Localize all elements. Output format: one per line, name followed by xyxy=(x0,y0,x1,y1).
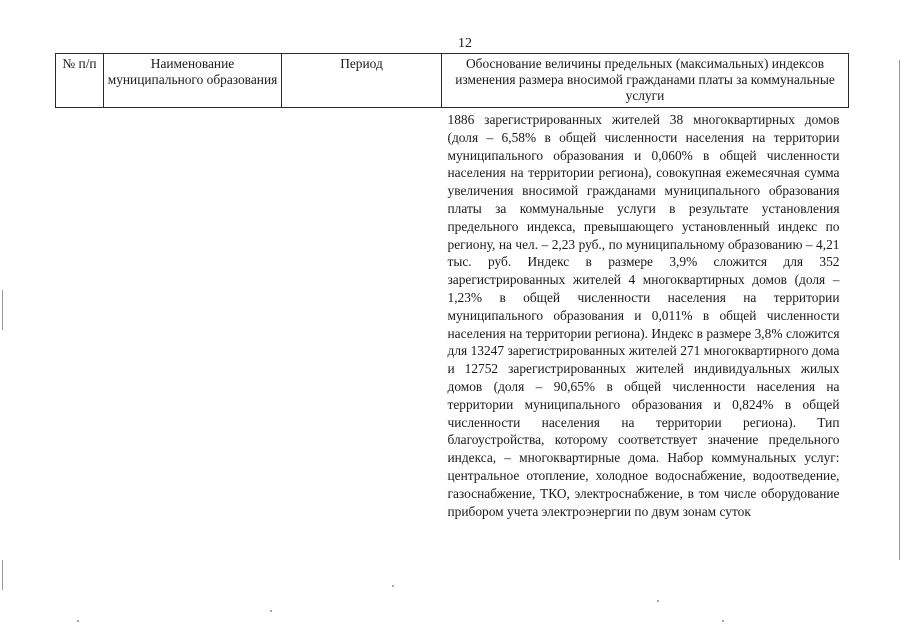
header-justification: Обоснование величины предельных (максимальных) индексов изменения размера вносимой гражданами платы за коммунальные услуги xyxy=(442,54,849,108)
cell-period xyxy=(282,108,442,521)
header-row-number: № п/п xyxy=(56,54,104,108)
scan-edge-mark xyxy=(899,60,900,560)
index-justification-table xyxy=(55,53,849,520)
scan-speck xyxy=(392,585,394,587)
table-header-row xyxy=(56,54,849,108)
header-municipality: Наименование муниципального образования xyxy=(104,54,282,108)
table-row xyxy=(56,108,849,521)
justification-text: 1886 зарегистрированных жителей 38 многоквартирных домов (доля – 6,58% в общей численности населения на территории муниципального образования и 0,060% в общей численности населения на территории региона), совокупная ежемесячная сумма увеличения вносимой гражданами муниципального образования платы за коммунальные услуги в результате установления предельного индекса, превышающего установленный индекс по региону, на чел. – 2,23 руб., по муниципальному образованию – 4,21 тыс. руб. Индекс в размере 3,9% сложится для 352 зарегистрированных жителей 4 многоквартирных домов (доля – 1,23% в общей численности населения на территории муниципального образования и 0,011% в общей численности населения на территории региона). Индекс в размере 3,8% сложится для 13247 зарегистрированных жителей 271 многоквартирного дома и 12752 зарегистрированных жителей индивидуальных жилых домов (доля – 90,65% в общей численности населения на территории муниципального образования и 0,824% в общей численности населения на территории региона). Тип благоустройства, которому соответствует значение предельного индекса, – многоквартирные дома. Набор коммунальных услуг: центральное отопление, холодное водоснабжение, водоотведение, газоснабжение, ТКО, электроснабжение, в том числе оборудование прибором учета электроэнергии по двум зонам суток xyxy=(447,112,840,519)
cell-justification xyxy=(442,108,849,521)
page-number: 12 xyxy=(458,36,472,51)
cell-municipality xyxy=(104,108,282,521)
header-period: Период xyxy=(282,54,442,108)
scan-speck xyxy=(270,610,272,612)
scan-edge-mark xyxy=(2,290,3,330)
scan-speck xyxy=(722,620,724,622)
scan-edge-mark xyxy=(2,560,3,590)
cell-row-number xyxy=(56,108,104,521)
scan-speck xyxy=(657,600,659,602)
scan-speck xyxy=(77,620,79,622)
